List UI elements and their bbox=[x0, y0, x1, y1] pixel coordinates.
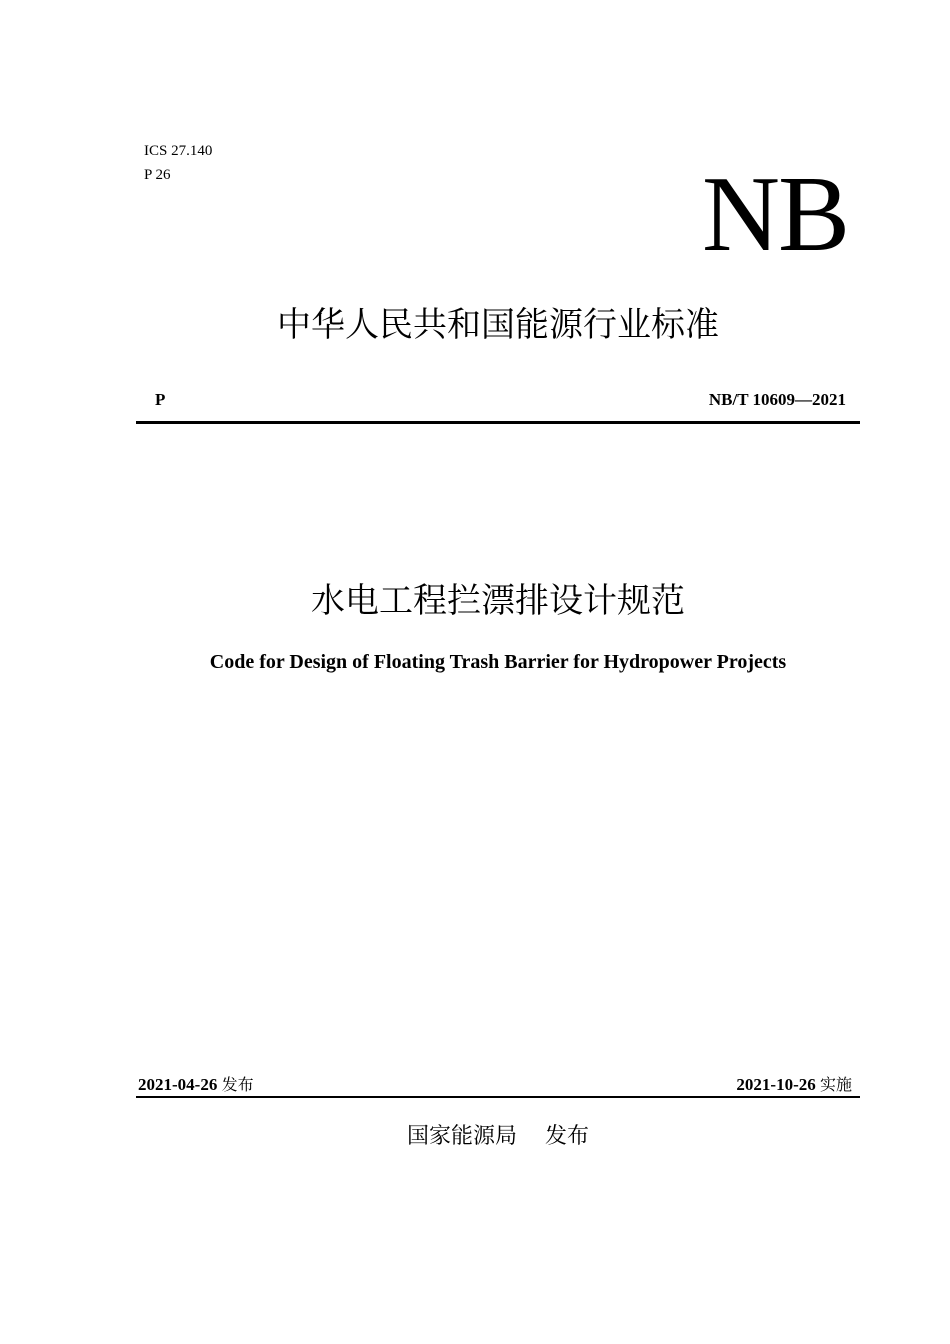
standard-category-title: 中华人民共和国能源行业标准 bbox=[277, 305, 719, 345]
issue-date: 2021-04-26 bbox=[138, 1075, 218, 1094]
standard-number: NB/T 10609—2021 bbox=[708, 390, 846, 409]
implement-label: 实施 bbox=[819, 1075, 852, 1094]
standard-mark: P bbox=[155, 390, 166, 409]
publish-label: 发布 bbox=[544, 1124, 589, 1149]
top-divider bbox=[136, 421, 860, 424]
publisher-name: 国家能源局 bbox=[406, 1124, 517, 1149]
classification-code: P 26 bbox=[144, 167, 171, 183]
ics-code: ICS 27.140 bbox=[144, 143, 213, 159]
issue-label: 发布 bbox=[221, 1075, 254, 1094]
document-title-en: Code for Design of Floating Trash Barrier for Hydropower Projects bbox=[209, 651, 787, 673]
bottom-divider bbox=[136, 1096, 860, 1098]
implement-date-block bbox=[736, 1075, 852, 1095]
publisher-line bbox=[0, 1122, 950, 1152]
document-title-cn: 水电工程拦漂排设计规范 bbox=[311, 581, 685, 621]
issue-date-block bbox=[138, 1075, 254, 1095]
implement-date: 2021-10-26 bbox=[736, 1075, 816, 1094]
nb-logo: NB bbox=[701, 155, 848, 274]
